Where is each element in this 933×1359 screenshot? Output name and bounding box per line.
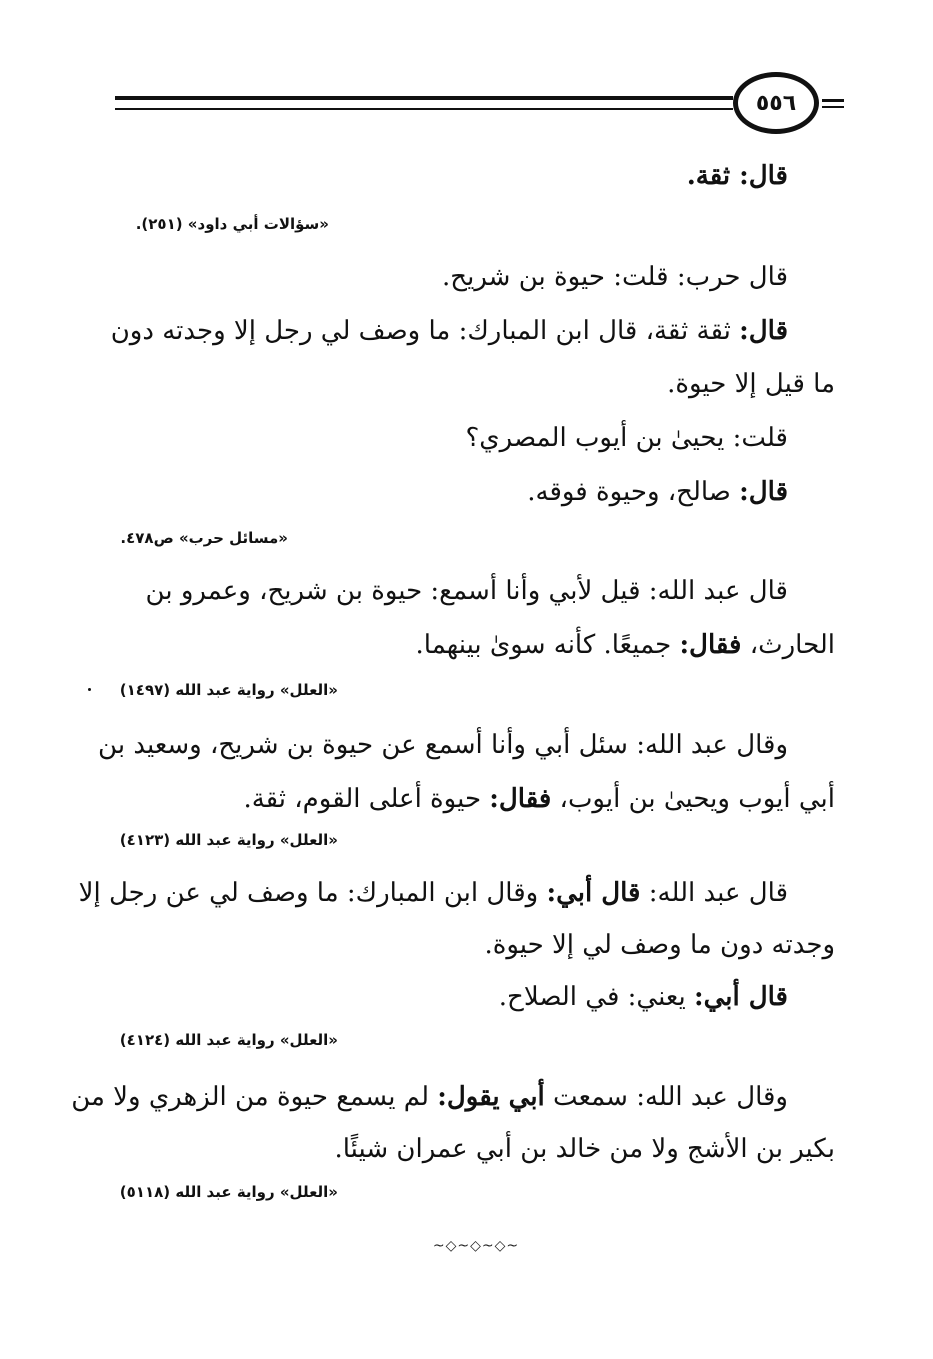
speaker-label: فقال: — [489, 784, 552, 814]
text-span: أبي أيوب ويحيىٰ بن أيوب، — [551, 784, 835, 814]
text-line-1: قال: ثقة. — [686, 161, 788, 191]
text-span: جميعًا. كأنه سوىٰ بينهما. — [415, 630, 680, 660]
text-span: الحارث، — [741, 630, 835, 660]
stray-mark — [88, 688, 91, 691]
text-span: وقال عبد الله: سمعت — [544, 1082, 788, 1112]
source-citation-3: «العلل» رواية عبد الله (١٤٩٧) — [119, 681, 338, 699]
text-line-12: وجدته دون ما وصف لي إلا حيوة. — [484, 930, 835, 960]
footer-ornament — [396, 1238, 556, 1254]
header-rule-right-lower — [822, 106, 844, 108]
source-citation-5: «العلل» رواية عبد الله (٤١٢٤) — [119, 1031, 338, 1049]
text-line-4: ما قيل إلا حيوة. — [667, 369, 835, 399]
speaker-label: قال: — [739, 316, 788, 346]
source-citation-1: «سؤالات أبي داود» (٢٥١). — [135, 215, 329, 233]
text-span: صالح، وحيوة فوقه. — [527, 477, 740, 507]
speaker-label: قال: — [739, 477, 788, 507]
text-line-11 — [79, 878, 788, 908]
text-line-7: قال عبد الله: قيل لأبي وأنا أسمع: حيوة بن شريح، وعمرو بن — [145, 576, 788, 606]
text-line-10 — [243, 784, 835, 814]
text-span: قال عبد الله: — [640, 878, 788, 908]
text-line-5: قلت: يحيىٰ بن أيوب المصري؟ — [465, 423, 788, 453]
text-line-15: بكير بن الأشج ولا من خالد بن أبي عمران شيئًا. — [334, 1134, 835, 1164]
page-number-badge — [733, 72, 819, 134]
text-line-13 — [499, 982, 788, 1012]
source-citation-6: «العلل» رواية عبد الله (٥١١٨) — [119, 1183, 338, 1201]
text-span: حيوة أعلى القوم، ثقة. — [243, 784, 490, 814]
ornament-glyphs: ~◇~◇~◇~ — [432, 1238, 520, 1254]
text-span: يعني: في الصلاح. — [498, 982, 694, 1012]
text-line-2: قال حرب: قلت: حيوة بن شريح. — [442, 262, 788, 292]
text-line-6 — [527, 477, 788, 507]
header-rule-thin — [115, 108, 733, 110]
text-span: لم يسمع حيوة من الزهري ولا من — [71, 1082, 438, 1112]
source-citation-2: «مسائل حرب» ص٤٧٨. — [120, 529, 288, 547]
header-rule-right — [822, 99, 844, 102]
header-rule-thick — [115, 96, 733, 100]
text-span: وقال ابن المبارك: ما وصف لي عن رجل إلا — [78, 878, 547, 908]
speaker-label: قال أبي: — [546, 878, 641, 908]
page-number: ٥٥٦ — [755, 90, 797, 116]
text-line-3 — [111, 316, 788, 346]
speaker-label: أبي يقول: — [437, 1082, 545, 1112]
text-line-14 — [71, 1082, 788, 1112]
text-line-8 — [416, 630, 835, 660]
speaker-label: فقال: — [679, 630, 742, 660]
text-span: ثقة ثقة، قال ابن المبارك: ما وصف لي رجل إلا وجدته دون — [110, 316, 740, 346]
text-line-9: وقال عبد الله: سئل أبي وأنا أسمع عن حيوة بن شريح، وسعيد بن — [98, 730, 788, 760]
speaker-label: قال أبي: — [693, 982, 788, 1012]
source-citation-4: «العلل» رواية عبد الله (٤١٢٣) — [119, 831, 338, 849]
